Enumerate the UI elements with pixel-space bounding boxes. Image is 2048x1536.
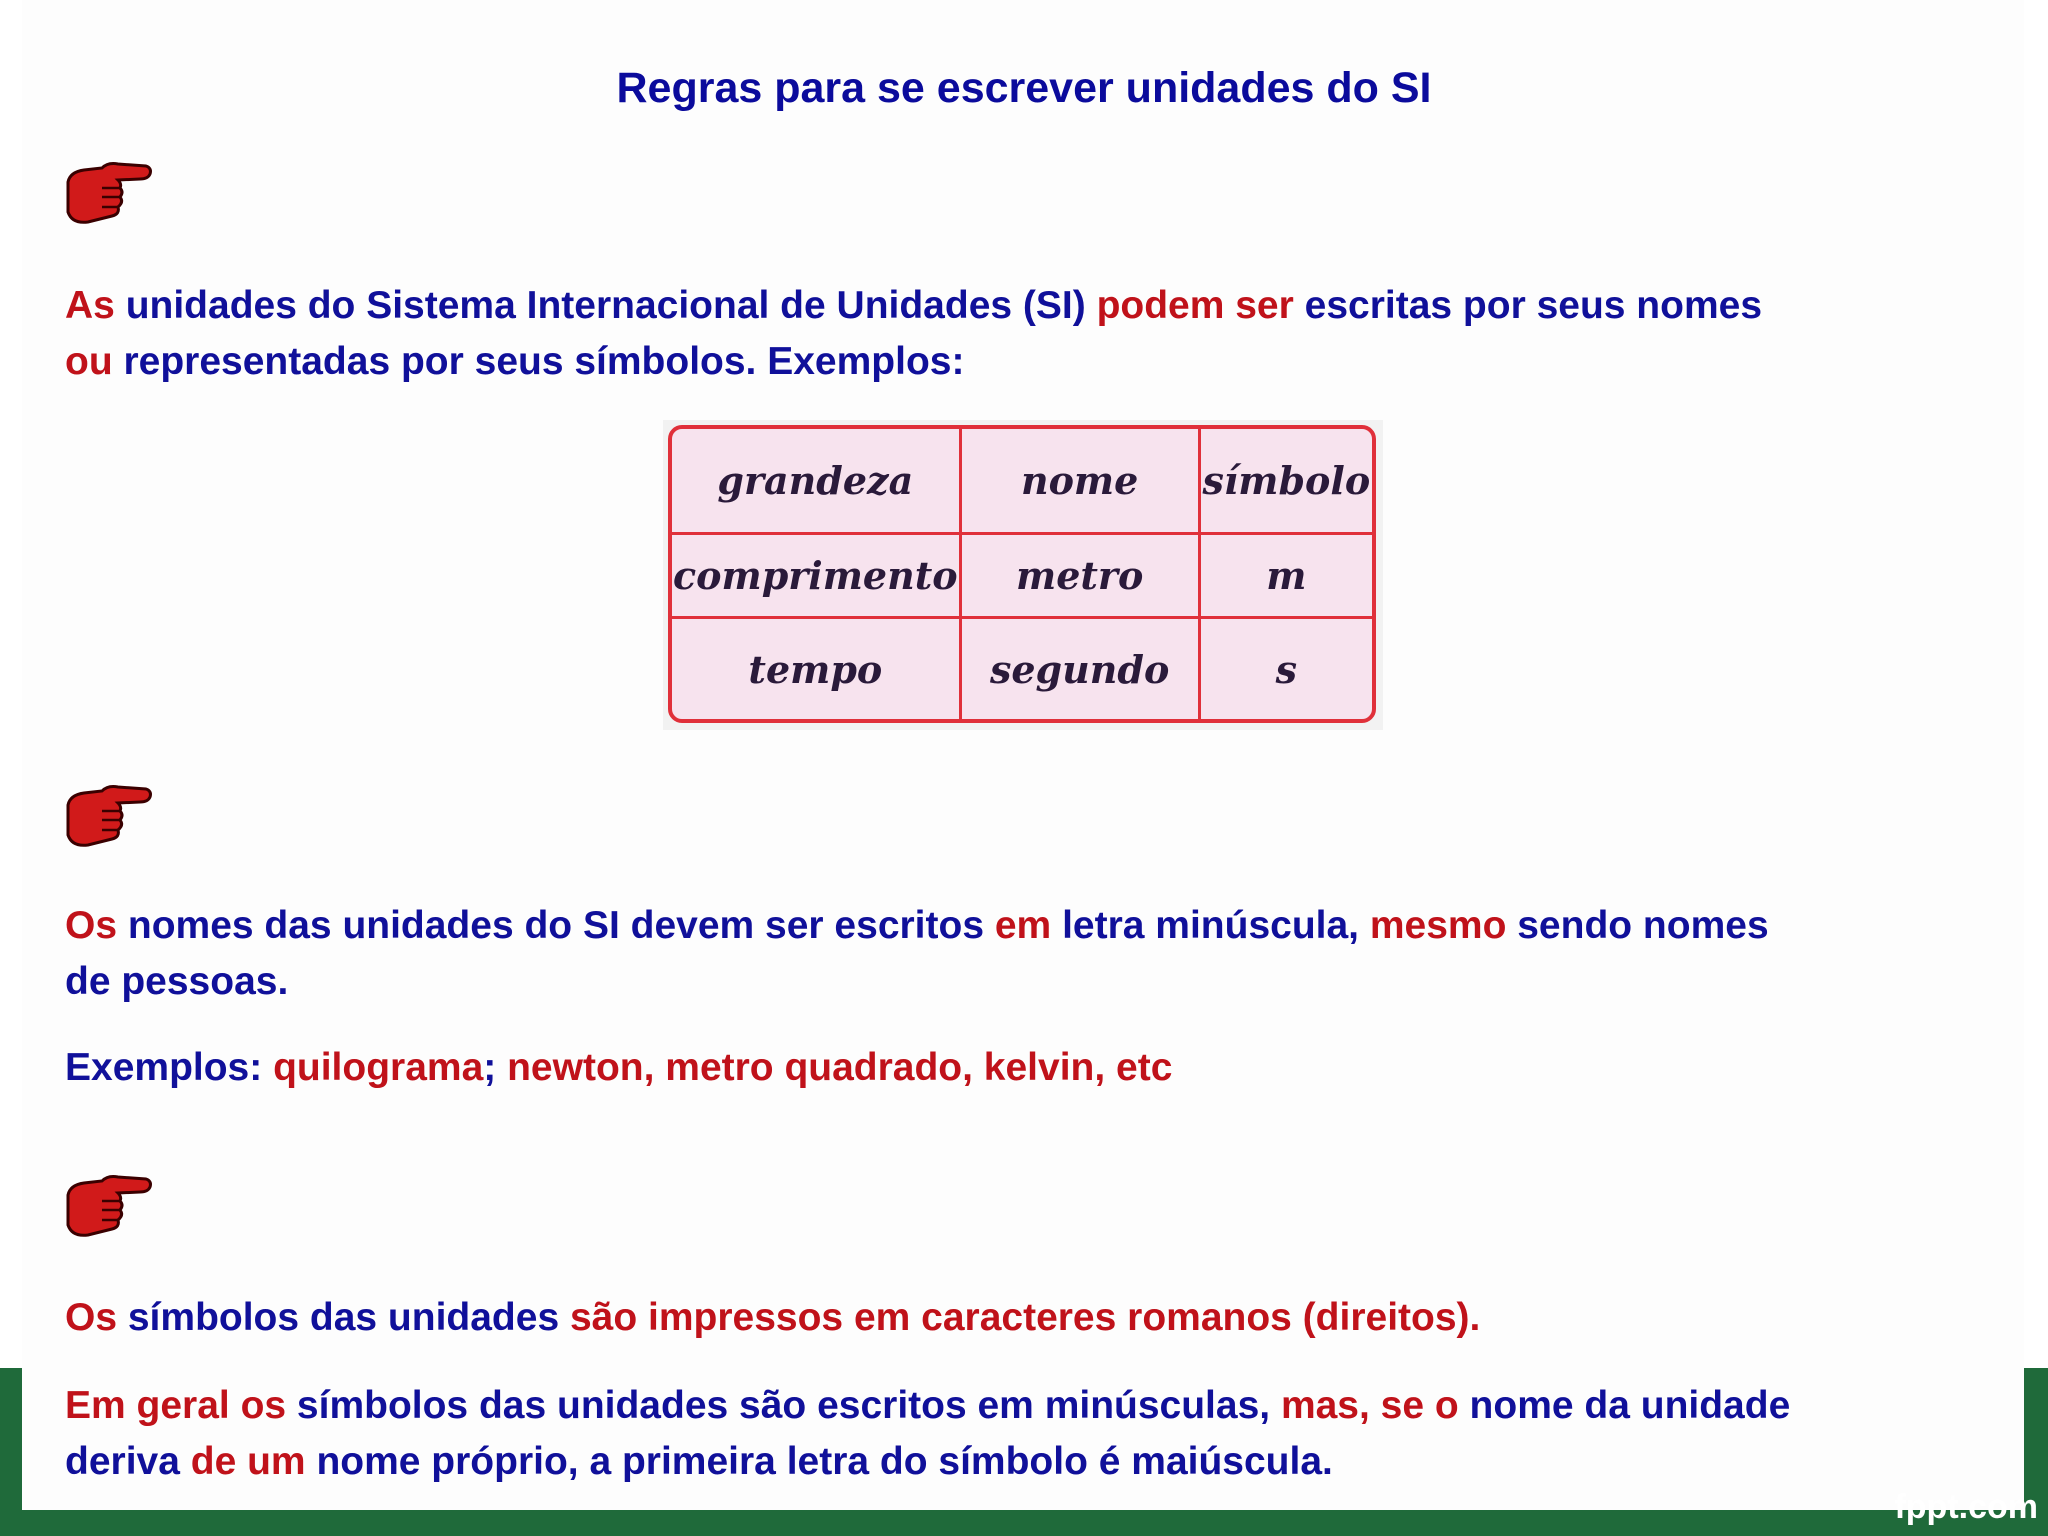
body-text: sendo nomes bbox=[1506, 904, 1769, 947]
highlighted-text: podem ser bbox=[1096, 284, 1294, 327]
body-text: escritas por seus nomes bbox=[1293, 284, 1763, 327]
si-units-table bbox=[668, 425, 1376, 723]
rule3-line3 bbox=[65, 1434, 1965, 1490]
highlighted-text: ou bbox=[65, 340, 113, 383]
highlighted-text: Os bbox=[65, 1296, 118, 1339]
body-text: Exemplos: bbox=[65, 1046, 274, 1089]
si-units-table-image bbox=[663, 420, 1383, 730]
body-text: representadas por seus símbolos. Exemplos: bbox=[112, 340, 965, 383]
page-title: Regras para se escrever unidades do SI bbox=[616, 64, 1432, 112]
body-text: ; bbox=[483, 1046, 508, 1089]
table-cell: s bbox=[1275, 646, 1298, 692]
highlighted-text: em bbox=[994, 904, 1052, 947]
highlighted-text: mesmo bbox=[1369, 904, 1507, 947]
table-cell: m bbox=[1201, 535, 1372, 619]
slide bbox=[22, 0, 2024, 1510]
highlighted-text: Os bbox=[65, 904, 118, 947]
table-row bbox=[672, 619, 1372, 719]
highlighted-text: Em geral os bbox=[65, 1384, 287, 1427]
highlighted-text: quilograma bbox=[273, 1046, 484, 1089]
pointing-hand-icon bbox=[62, 775, 154, 855]
body-text: nome próprio, a primeira letra do símbolo é maiúscula. bbox=[305, 1440, 1333, 1483]
rule2-line1 bbox=[65, 898, 1965, 954]
rule1-line2 bbox=[65, 334, 1965, 390]
watermark: fppt.com bbox=[1894, 1488, 2038, 1526]
table-header-cell: nome bbox=[962, 429, 1201, 535]
body-text: de pessoas. bbox=[65, 960, 289, 1003]
body-text: deriva bbox=[65, 1440, 191, 1483]
table-cell: comprimento bbox=[672, 535, 962, 619]
rule2-line2 bbox=[65, 954, 1965, 1010]
rule1-line1 bbox=[65, 278, 1965, 334]
highlighted-text: newton, metro quadrado, kelvin, etc bbox=[507, 1046, 1173, 1089]
table-row bbox=[672, 429, 1372, 535]
body-text: letra minúscula, bbox=[1051, 904, 1370, 947]
table-row bbox=[672, 535, 1372, 619]
table-cell: metro bbox=[962, 535, 1201, 619]
body-text: símbolos das unidades bbox=[117, 1296, 570, 1339]
rule3-line1 bbox=[65, 1290, 1965, 1346]
body-text: unidades do Sistema Internacional de Unidades (SI) bbox=[114, 284, 1097, 327]
body-text: nomes das unidades do SI devem ser escritos bbox=[117, 904, 995, 947]
pointing-hand-icon bbox=[62, 152, 154, 232]
table-header-cell: símbolo bbox=[1201, 429, 1372, 535]
body-text: nome da unidade bbox=[1458, 1384, 1791, 1427]
rule2-examples bbox=[65, 1040, 1965, 1096]
body-text: símbolos das unidades são escritos em minúsculas, bbox=[286, 1384, 1281, 1427]
rule3-line2 bbox=[65, 1378, 1965, 1434]
table-header-cell: grandeza bbox=[672, 429, 962, 535]
highlighted-text: mas, se o bbox=[1280, 1384, 1459, 1427]
highlighted-text: são impressos em caracteres romanos (direitos). bbox=[569, 1296, 1481, 1339]
pointing-hand-icon bbox=[62, 1165, 154, 1245]
table-cell: tempo bbox=[672, 619, 962, 719]
highlighted-text: de um bbox=[190, 1440, 306, 1483]
highlighted-text: As bbox=[65, 284, 115, 327]
table-cell: segundo bbox=[962, 619, 1201, 719]
